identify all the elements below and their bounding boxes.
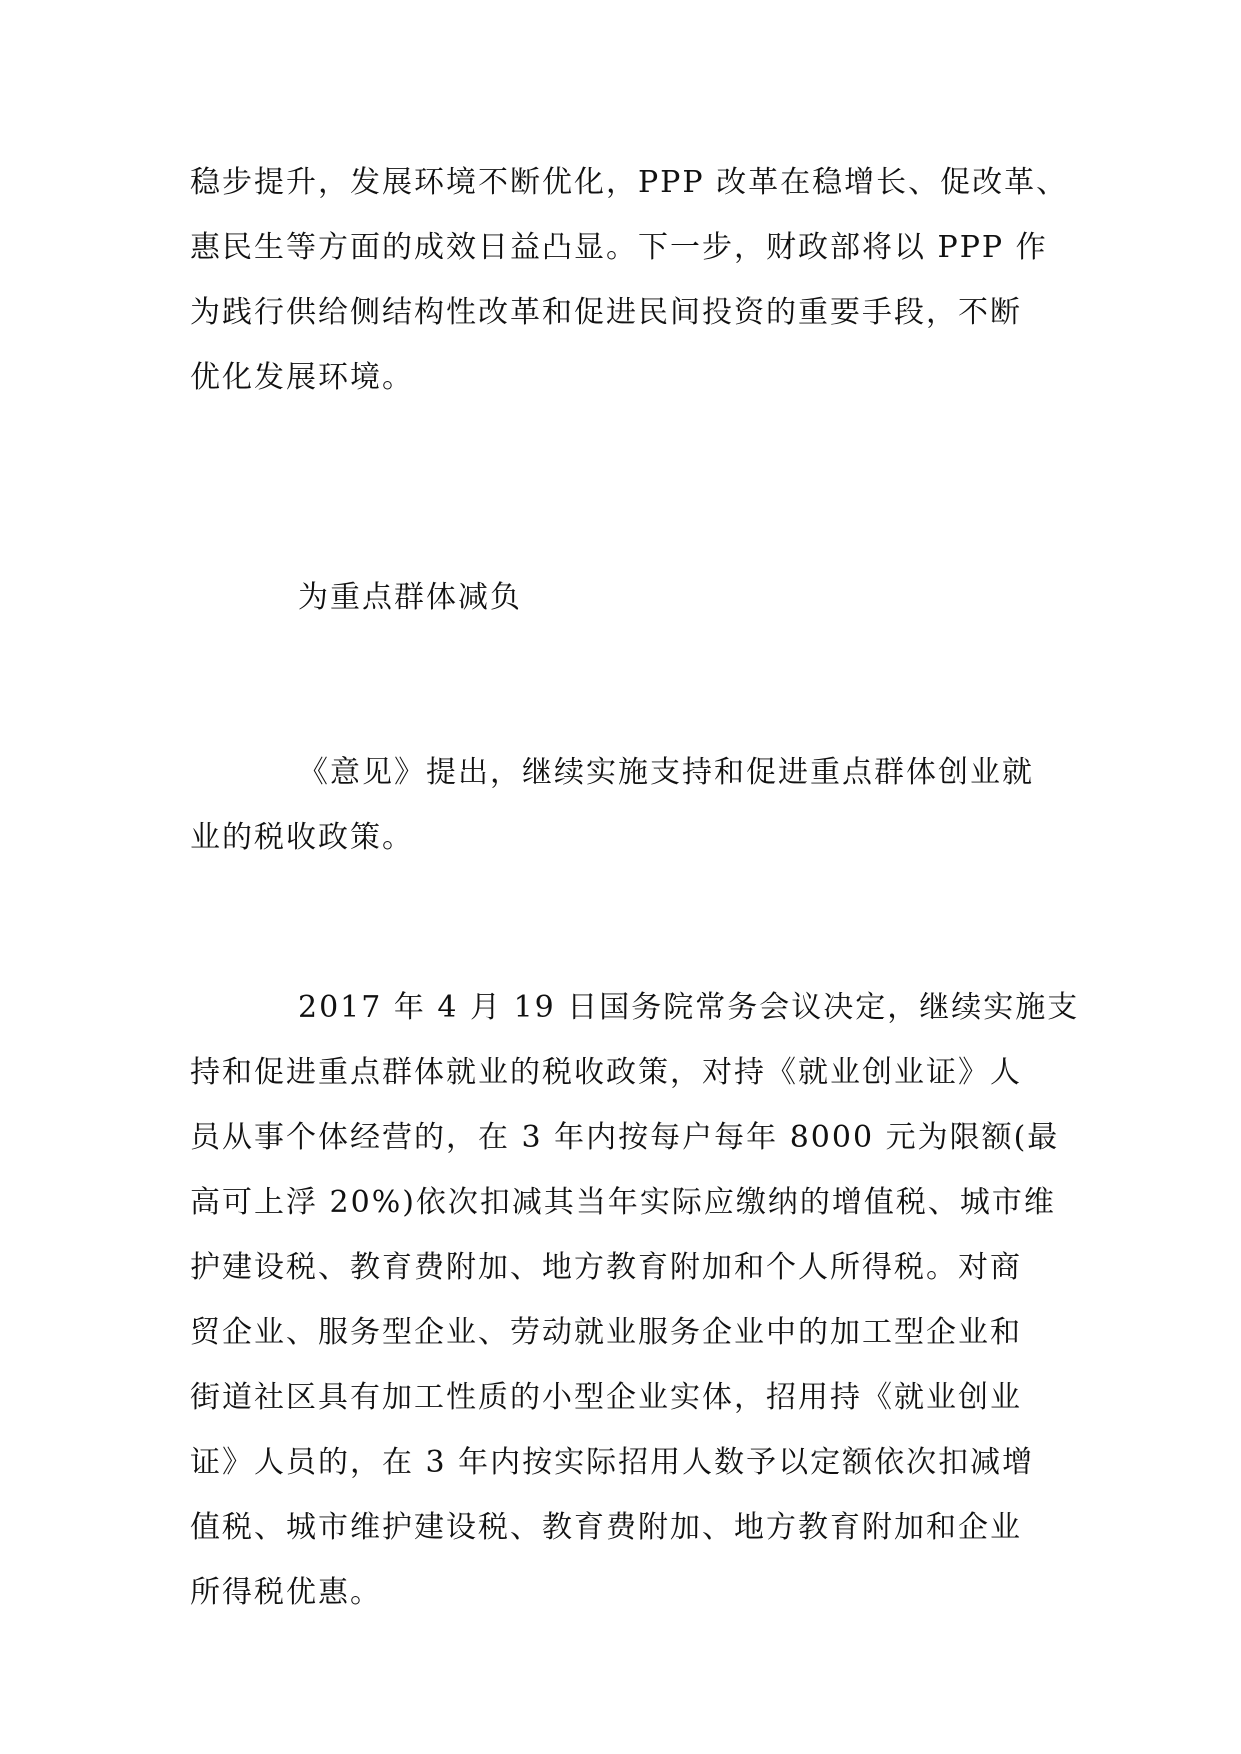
decision-paragraph (190, 975, 1080, 1625)
paragraph-line: 为践行供给侧结构性改革和促进民间投资的重要手段，不断 (190, 295, 1022, 330)
paragraph-line: 所得税优惠。 (190, 1575, 382, 1610)
section-heading (190, 565, 1052, 630)
paragraph-line: 《意见》提出，继续实施支持和促进重点群体创业就 (298, 755, 1034, 790)
paragraph-line: 高可上浮 20%)依次扣减其当年实际应缴纳的增值税、城市维 (190, 1185, 1056, 1220)
paragraph-line: 惠民生等方面的成效日益凸显。下一步，财政部将以 PPP 作 (190, 230, 1048, 265)
section-heading-text: 为重点群体减负 (298, 580, 522, 615)
paragraph-line: 护建设税、教育费附加、地方教育附加和个人所得税。对商 (190, 1250, 1022, 1285)
paragraph-line: 证》人员的，在 3 年内按实际招用人数予以定额依次扣减增 (190, 1445, 1035, 1480)
paragraph-line: 贸企业、服务型企业、劳动就业服务企业中的加工型企业和 (190, 1315, 1022, 1350)
paragraph-line: 持和促进重点群体就业的税收政策，对持《就业创业证》人 (190, 1055, 1022, 1090)
paragraph-line: 2017 年 4 月 19 日国务院常务会议决定，继续实施支 (298, 990, 1080, 1025)
intro-paragraph (190, 150, 1069, 410)
opinion-paragraph (190, 740, 1052, 870)
paragraph-line: 优化发展环境。 (190, 360, 414, 395)
paragraph-line: 街道社区具有加工性质的小型企业实体，招用持《就业创业 (190, 1380, 1022, 1415)
paragraph-line: 员从事个体经营的，在 3 年内按每户每年 8000 元为限额(最 (190, 1120, 1060, 1155)
paragraph-line: 业的税收政策。 (190, 820, 414, 855)
paragraph-line: 稳步提升，发展环境不断优化，PPP 改革在稳增长、促改革、 (190, 165, 1069, 200)
paragraph-line: 值税、城市维护建设税、教育费附加、地方教育附加和企业 (190, 1510, 1022, 1545)
